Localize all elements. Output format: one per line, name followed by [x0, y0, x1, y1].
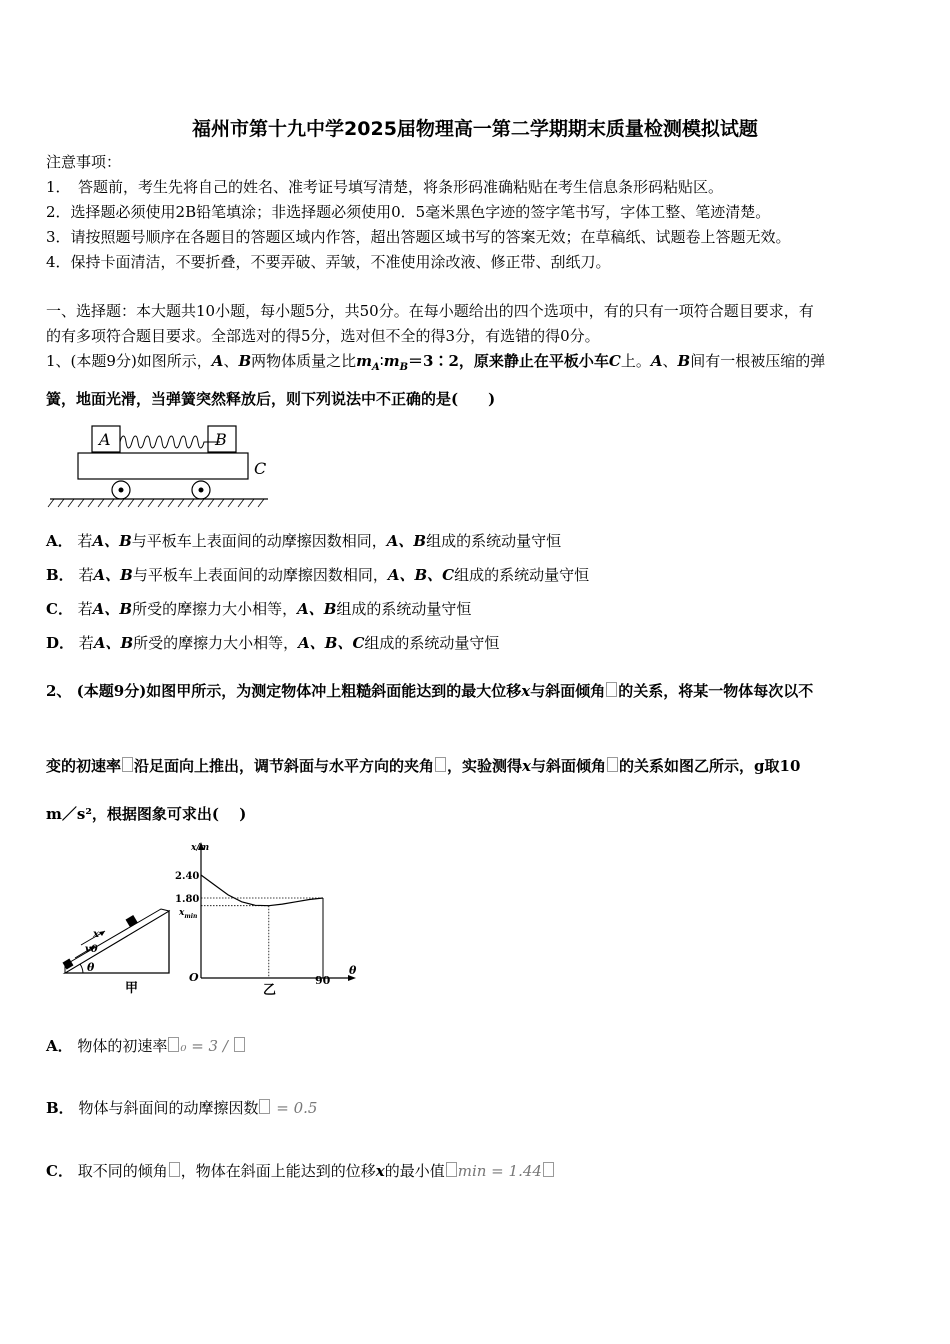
v-placeholder-icon [168, 1037, 179, 1052]
theta-placeholder-icon [607, 757, 618, 772]
jia-caption: 甲 [125, 981, 139, 996]
cart-label: C [254, 459, 267, 478]
incline-top-edge [65, 909, 169, 973]
block-a-label: A [99, 430, 111, 449]
section1-intro-line2: 的有多项符合题目要求。全部选对的得5分，选对但不全的得3分，有选错的得0分。 [46, 327, 600, 345]
cart-body [78, 453, 248, 479]
theta-placeholder-icon [169, 1162, 180, 1177]
q1-stem-line2: 簧，地面光滑，当弹簧突然释放后，则下列说法中不正确的是( ) [46, 390, 496, 408]
q2-option-c: C． 取不同的倾角 ，物体在斜面上能达到的位移x的最小值 min = 1.44 [46, 1161, 555, 1181]
x-theta-curve [201, 875, 323, 906]
origin-label: O [189, 971, 199, 984]
x-tick-90: 90 [315, 974, 331, 987]
yi-caption: 乙 [263, 983, 277, 996]
notice-heading: 注意事项： [46, 153, 122, 171]
q1-option-b: B． 若A、B与平板车上表面间的动摩擦因数相同，A、B、C组成的系统动量守恒 [46, 566, 590, 584]
x-label: x [93, 929, 99, 940]
theta-label: θ [87, 961, 95, 974]
unit-placeholder-icon [543, 1162, 554, 1177]
notice-item-1: 1． 答题前，考生先将自己的姓名、准考证号填写清楚，将条形码准确粘贴在考生信息条形码粘贴区。 [46, 178, 724, 196]
notice-item-2: 2．选择题必须使用2B铅笔填涂；非选择题必须使用0．5毫米黑色字迹的签字笔书写，字体工整、笔迹清楚。 [46, 203, 771, 221]
q1-option-a: A． 若A、B与平板车上表面间的动摩擦因数相同，A、B组成的系统动量守恒 [46, 532, 562, 550]
theta-placeholder-icon [435, 757, 446, 772]
q1-stem-line1: 1、(本题9分)如图所示，A、B两物体质量之比$m_A∶m_B=3∶2$，原来静止在平板小车C上。A、B间有一根被压缩的弹 [46, 352, 826, 373]
y-tick-xmin: $x_{min}$ [179, 908, 198, 920]
q1-option-c: C． 若A、B所受的摩擦力大小相等，A、B组成的系统动量守恒 [46, 600, 472, 618]
q2-stem-line3: m／s²，根据图象可求出( ) [46, 805, 247, 823]
v0-placeholder-icon [122, 757, 133, 772]
x-axis-label: θ [349, 964, 357, 977]
block-b-label: B [215, 430, 227, 449]
y-tick-180: 1.80 [175, 894, 200, 905]
notice-item-3: 3．请按照题号顺序在各题目的答题区域内作答，超出答题区域书写的答案无效；在草稿纸、试题卷上答题无效。 [46, 228, 791, 246]
x-placeholder-icon [446, 1162, 457, 1177]
notice-item-4: 4．保持卡面清洁，不要折叠，不要弄破、弄皱，不准使用涂改液、修正带、刮纸刀。 [46, 253, 611, 271]
q2-stem-line1: 2、 (本题9分)如图甲所示，为测定物体冲上粗糙斜面能达到的最大位移x与斜面倾角 的关系，将某一物体每次以不 [46, 682, 814, 700]
unit-placeholder-icon [234, 1037, 245, 1052]
page-title: 福州市第十九中学2025届物理高一第二学期期末质量检测模拟试题 [192, 118, 758, 140]
y-tick-240: 2.40 [175, 871, 200, 882]
y-axis-label: x/m [191, 843, 210, 853]
incline-figure [55, 895, 175, 1000]
q2-option-a: A． 物体的初速率 ₀ = 3 / [46, 1036, 246, 1056]
mu-placeholder-icon [259, 1099, 270, 1114]
v0-label: v0 [85, 944, 98, 955]
x-theta-graph [175, 838, 365, 996]
q2-stem-line2: 变的初速率 沿足面向上推出，调节斜面与水平方向的夹角 ，实验测得x与斜面倾角 的关系如图乙所示，g取10 [46, 757, 801, 775]
theta-arc [80, 964, 83, 973]
q2-option-b: B． 物体与斜面间的动摩擦因数 = 0.5 [46, 1099, 318, 1117]
section1-intro-line1: 一、选择题：本大题共10小题，每小题5分，共50分。在每小题给出的四个选项中，有的只有一项符合题目要求，有 [46, 302, 814, 320]
compressed-spring [120, 436, 220, 448]
theta-placeholder-icon [606, 682, 617, 697]
q1-cart-figure [46, 420, 276, 510]
q1-option-d: D． 若A、B所受的摩擦力大小相等，A、B、C组成的系统动量守恒 [46, 634, 500, 652]
